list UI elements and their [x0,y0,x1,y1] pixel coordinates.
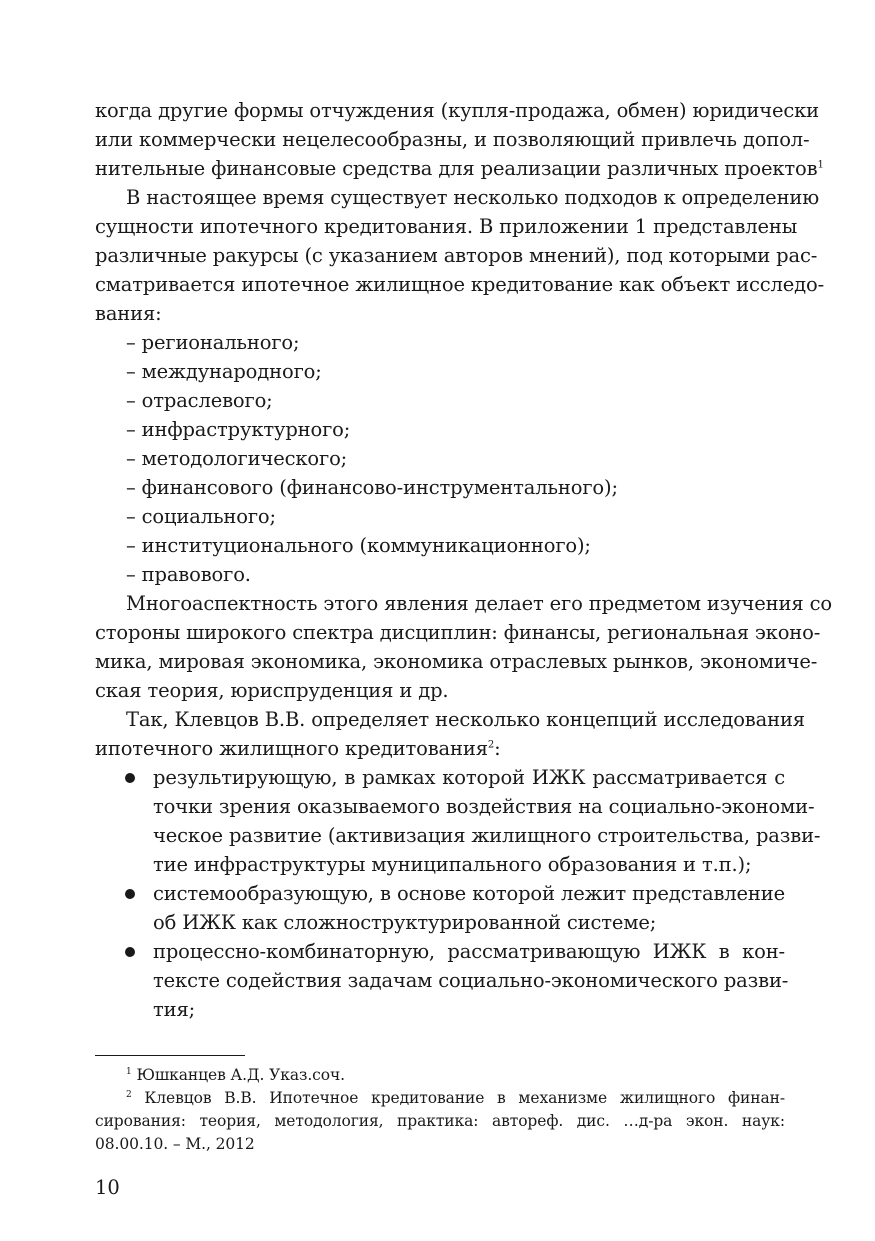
text-line: об ИЖК как сложноструктурированной системе; [153,911,657,934]
text-line: мика, мировая экономика, экономика отраслевых рынков, экономиче- [95,650,818,673]
list-item: – регионального; [126,331,300,354]
list-item: – правового. [126,563,251,586]
text-line: когда другие формы отчуждения (купля-продажа, обмен) юридически [95,99,820,122]
footnote-divider [95,1055,245,1056]
text-line: тия; [153,998,196,1021]
bullet-list [95,763,821,1024]
list-item: – отраслевого; [126,389,273,412]
text-run: ипотечного жилищного кредитования [95,737,488,760]
bullet-item [95,879,785,937]
text-line [95,734,785,763]
text-run: процессно-комбинаторную, рассматривающую ИЖК в кон- [153,940,785,963]
footnote-line [95,1087,785,1110]
text-line: сущности ипотечного кредитования. В приложении 1 представлены [95,215,798,238]
text-line [95,879,785,908]
bullet-icon [125,773,135,783]
footnote [95,1064,785,1087]
page-number: 10 [95,1176,120,1199]
text-line: тие инфраструктуры муниципального образования и т.п.); [153,853,752,876]
paragraph-continuation [95,96,824,183]
footnote-number: 1 [126,1066,132,1077]
text-run: нительные финансовые средства для реализации различных проектов [95,157,818,180]
footnote-ref: 2 [487,739,495,751]
footnote-line: 08.00.10. – М., 2012 [95,1135,255,1153]
text-run: Юшканцев А.Д. Указ.соч. [136,1066,345,1084]
footnote [95,1087,785,1156]
text-line: Так, Клевцов В.В. определяет несколько концепций исследования [126,708,805,731]
text-line [95,937,785,966]
footnote-line: сирования: теория, методология, практика: автореф. дис. …д-ра экон. наук: [95,1112,785,1130]
text-run: системообразующую, в основе которой лежит представление [153,882,785,905]
list-item: – методологического; [126,447,348,470]
bullet-icon [125,889,135,899]
paragraph-multiaspect [95,589,832,705]
text-line: точки зрения оказываемого воздействия на социально-экономи- [153,795,815,818]
text-run: результирующую, в рамках которой ИЖК рассматривается с [153,766,785,789]
text-line: или коммерчески нецелесообразны, и позволяющий привлечь допол- [95,128,810,151]
bullet-item [95,937,789,1024]
bullet-icon [125,947,135,957]
text-line: тексте содействия задачам социально-экономического разви- [153,969,789,992]
text-line: стороны широкого спектра дисциплин: финансы, региональная эконо- [95,621,821,644]
bullet-item [95,763,821,879]
text-line: ская теория, юриспруденция и др. [95,679,449,702]
list-item: – международного; [126,360,322,383]
text-line [95,763,785,792]
paragraph-approaches [95,183,825,328]
text-run: Клевцов В.В. Ипотечное кредитование в механизме жилищного финан- [144,1089,786,1107]
footnote-line [95,1064,785,1087]
dash-list [95,328,785,589]
footnote-number: 2 [126,1089,132,1100]
text-line: ческое развитие (активизация жилищного строительства, разви- [153,824,821,847]
footnotes [95,1055,785,1156]
list-item: – финансового (финансово-инструментального); [126,476,618,499]
page-body [95,96,832,1024]
paragraph-concepts [95,705,805,763]
list-item: – институционального (коммуникационного); [126,534,591,557]
text-run: : [494,737,501,760]
text-line: В настоящее время существует несколько подходов к определению [126,186,820,209]
text-line: Многоаспектность этого явления делает его предметом изучения со [126,592,832,615]
text-line: вания: [95,302,162,325]
list-item: – инфраструктурного; [126,418,351,441]
text-line: различные ракурсы (с указанием авторов мнений), под которыми рас- [95,244,818,267]
list-item: – социального; [126,505,276,528]
text-line [95,154,824,183]
text-line: сматривается ипотечное жилищное кредитование как объект исследо- [95,273,825,296]
footnote-ref: 1 [817,159,824,171]
